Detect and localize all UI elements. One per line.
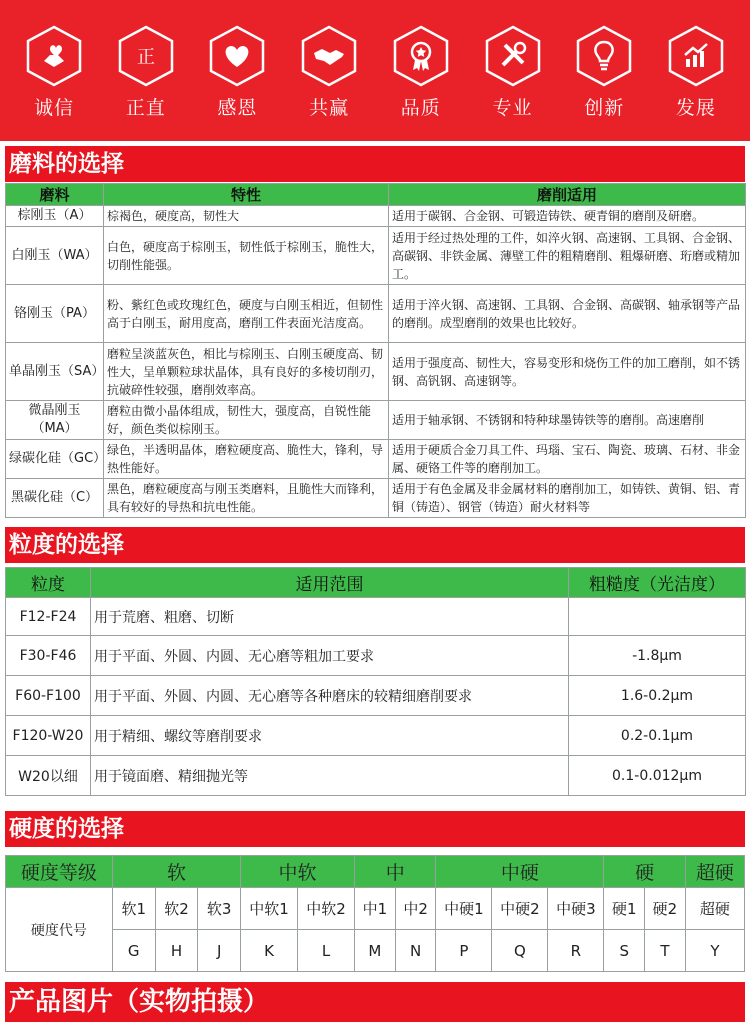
hardness-name: 超硬 (685, 888, 744, 930)
value-item (193, 25, 281, 120)
abrasive-use: 适用于轴承钢、不锈钢和特种球墨铸铁等的磨削。高速磨削 (389, 401, 746, 440)
hardness-name-row (6, 888, 745, 930)
table-row (6, 479, 746, 518)
abrasive-use: 适用于强度高、韧性大，容易变形和烧伤工件的加工磨削，如不锈钢、高钒钢、高速钢等。 (389, 343, 746, 401)
abrasive-name: 铬刚玉（PA） (6, 285, 104, 343)
value-label: 诚信 (33, 97, 74, 119)
grain-size: F120-W20 (6, 716, 91, 756)
abrasive-use: 适用于淬火钢、高速钢、工具钢、合金钢、高碳钢、轴承钢等产品的磨削。成型磨削的效果也比较好。 (389, 285, 746, 343)
hardness-code: P (436, 930, 492, 972)
table-row (6, 636, 746, 676)
hardness-grade-row (6, 856, 745, 888)
hardness-code: G (112, 930, 155, 972)
abrasive-trait: 棕褐色，硬度高，韧性大 (104, 206, 389, 227)
brand-values-banner (0, 0, 750, 141)
column-header: 粒度 (6, 568, 91, 598)
value-label: 专业 (492, 97, 533, 119)
table-row (6, 285, 746, 343)
value-item (285, 25, 373, 120)
handshake-heart-icon (26, 25, 82, 87)
value-item (377, 25, 465, 120)
table-header-row (6, 184, 746, 206)
abrasive-table (5, 183, 746, 518)
abrasive-name: 绿碳化硅（GC） (6, 440, 104, 479)
column-header: 适用范围 (91, 568, 569, 598)
column-header: 磨料 (6, 184, 104, 206)
hardness-code: M (355, 930, 396, 972)
grain-roughness (569, 598, 746, 636)
grade-group: 硬 (604, 856, 685, 888)
table-row (6, 343, 746, 401)
hardness-name: 软1 (112, 888, 155, 930)
grade-group: 中软 (241, 856, 355, 888)
table-row (6, 206, 746, 227)
column-header: 粗糙度（光洁度） (569, 568, 746, 598)
grade-group: 中 (355, 856, 436, 888)
grain-size: F60-F100 (6, 676, 91, 716)
grain-size: F30-F46 (6, 636, 91, 676)
value-label: 共赢 (309, 97, 350, 119)
abrasive-trait: 磨粒呈淡蓝灰色，相比与棕刚玉、白刚玉硬度高、韧性大，呈单颗粒球状晶体，具有良好的多棱切削刃，抗破碎性较强，磨削效率高。 (104, 343, 389, 401)
growth-chart-icon (668, 25, 724, 87)
hardness-code-row (6, 930, 745, 972)
abrasive-name: 微晶刚玉（MA） (6, 401, 104, 440)
hardness-name: 中软1 (241, 888, 298, 930)
handshake-icon (301, 25, 357, 87)
zheng-char: 正 (136, 47, 155, 68)
hardness-name: 硬2 (645, 888, 686, 930)
hardness-code: K (241, 930, 298, 972)
tools-icon (485, 25, 541, 87)
hardness-name: 软2 (155, 888, 198, 930)
value-label: 正直 (125, 97, 166, 119)
value-label: 感恩 (217, 97, 258, 119)
value-label: 创新 (584, 97, 625, 119)
hardness-name: 中硬3 (548, 888, 604, 930)
column-header: 磨削适用 (389, 184, 746, 206)
hardness-code: L (298, 930, 355, 972)
hardness-table (5, 855, 745, 972)
hardness-code: Q (492, 930, 548, 972)
hardness-code: H (155, 930, 198, 972)
abrasive-name: 黑碳化硅（C） (6, 479, 104, 518)
value-item (560, 25, 648, 120)
hardness-code: T (645, 930, 686, 972)
hardness-name: 软3 (198, 888, 241, 930)
grain-use: 用于精细、螺纹等磨削要求 (91, 716, 569, 756)
hardness-code: Y (685, 930, 744, 972)
grain-roughness: -1.8μm (569, 636, 746, 676)
value-label: 品质 (400, 97, 441, 119)
grain-use: 用于荒磨、粗磨、切断 (91, 598, 569, 636)
hardness-code: S (604, 930, 645, 972)
table-row (6, 598, 746, 636)
code-label: 硬度代号 (6, 888, 113, 972)
hardness-name: 中硬1 (436, 888, 492, 930)
value-item (469, 25, 557, 120)
grain-table (5, 567, 746, 796)
grain-roughness: 0.2-0.1μm (569, 716, 746, 756)
table-row (6, 676, 746, 716)
grade-label: 硬度等级 (6, 856, 113, 888)
hardness-section-title: 硬度的选择 (5, 811, 745, 847)
lightbulb-icon (576, 25, 632, 87)
medal-icon (393, 25, 449, 87)
abrasive-name: 棕刚玉（A） (6, 206, 104, 227)
table-row (6, 716, 746, 756)
heart-icon (209, 25, 265, 87)
abrasive-use: 适用于经过热处理的工件，如淬火钢、高速钢、工具钢、合金钢、高碳钢、非铁金属、薄壁工件的粗精磨削、粗爆研磨、珩磨或精加工。 (389, 227, 746, 285)
table-row (6, 401, 746, 440)
column-header: 特性 (104, 184, 389, 206)
abrasive-section-title: 磨料的选择 (5, 146, 745, 182)
hardness-name: 硬1 (604, 888, 645, 930)
abrasive-name: 单晶刚玉（SA） (6, 343, 104, 401)
hardness-name: 中1 (355, 888, 396, 930)
grain-use: 用于平面、外圆、内圆、无心磨等粗加工要求 (91, 636, 569, 676)
grain-section-title: 粒度的选择 (5, 527, 745, 563)
grain-use: 用于镜面磨、精细抛光等 (91, 756, 569, 796)
grain-roughness: 0.1-0.012μm (569, 756, 746, 796)
abrasive-trait: 绿色，半透明晶体，磨粒硬度高、脆性大，锋利，导热性能好。 (104, 440, 389, 479)
hardness-code: J (198, 930, 241, 972)
hardness-name: 中2 (395, 888, 436, 930)
value-label: 发展 (675, 97, 716, 119)
photos-section-title: 产品图片（实物拍摄） (5, 982, 745, 1022)
grade-group: 软 (112, 856, 240, 888)
grain-use: 用于平面、外圆、内圆、无心磨等各种磨床的较精细磨削要求 (91, 676, 569, 716)
hardness-code: R (548, 930, 604, 972)
hardness-name: 中软2 (298, 888, 355, 930)
abrasive-trait: 磨粒由微小晶体组成，韧性大，强度高，自锐性能好，颜色类似棕刚玉。 (104, 401, 389, 440)
grain-size: F12-F24 (6, 598, 91, 636)
zheng-char-icon (118, 25, 174, 87)
grain-size: W20以细 (6, 756, 91, 796)
abrasive-use: 适用于碳钢、合金钢、可锻造铸铁、硬青铜的磨削及研磨。 (389, 206, 746, 227)
grain-roughness: 1.6-0.2μm (569, 676, 746, 716)
abrasive-use: 适用于有色金属及非金属材料的磨削加工，如铸铁、黄铜、铝、青铜（铸造）、钢管（铸造）耐火材料等 (389, 479, 746, 518)
hardness-code: N (395, 930, 436, 972)
table-row (6, 756, 746, 796)
abrasive-use: 适用于硬质合金刀具工件、玛瑙、宝石、陶瓷、玻璃、石材、非金属、硬铬工件等的磨削加工。 (389, 440, 746, 479)
hardness-name: 中硬2 (492, 888, 548, 930)
value-item (10, 25, 98, 120)
grade-group: 超硬 (685, 856, 744, 888)
abrasive-trait: 粉、紫红色或玫瑰红色，硬度与白刚玉相近，但韧性高于白刚玉，耐用度高，磨削工件表面光洁度高。 (104, 285, 389, 343)
abrasive-name: 白刚玉（WA） (6, 227, 104, 285)
table-row (6, 440, 746, 479)
table-row (6, 227, 746, 285)
values-row (0, 0, 750, 120)
abrasive-trait: 白色，硬度高于棕刚玉，韧性低于棕刚玉，脆性大，切削性能强。 (104, 227, 389, 285)
grade-group: 中硬 (436, 856, 604, 888)
table-header-row (6, 568, 746, 598)
abrasive-trait: 黑色，磨粒硬度高与刚玉类磨料，且脆性大而锋利，具有较好的导热和抗电性能。 (104, 479, 389, 518)
value-item (652, 25, 740, 120)
value-item (102, 25, 190, 120)
